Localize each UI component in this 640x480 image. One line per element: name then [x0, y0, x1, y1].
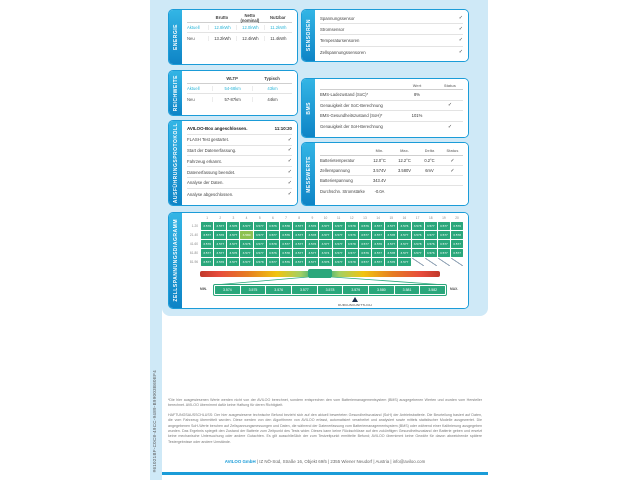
section-tab-messwerte — [302, 143, 315, 205]
cell-voltage: 3.576 — [385, 258, 397, 266]
stat-value: 12.4kWh — [236, 36, 264, 41]
section-label: SENSOREN — [305, 19, 312, 52]
scale-value: 3.577 — [292, 286, 317, 294]
stat-value: 11.4kWh — [264, 36, 292, 41]
cell-voltage-grid — [187, 222, 463, 266]
cell-voltage: 3.576 — [240, 240, 252, 248]
cell-voltage: 3.577 — [333, 258, 345, 266]
cell-voltage: 3.577 — [319, 240, 331, 248]
sensor-item-text: Zellspannungssensoren — [320, 49, 366, 55]
section-messwerte — [301, 142, 469, 206]
protocol-item — [187, 146, 292, 157]
cell-grid-column-numbers — [187, 216, 463, 221]
cell-voltage: 3.577 — [227, 231, 239, 239]
cell-voltage: 3.576 — [346, 231, 358, 239]
protocol-item-text: Datenerfassung beendet. — [187, 169, 236, 175]
energie-table — [187, 13, 292, 43]
grid-row-label: 21-40 — [189, 233, 198, 237]
bms-value: 8% — [413, 92, 421, 98]
check-icon: ✓ — [458, 26, 463, 33]
grid-row — [187, 231, 463, 239]
cell-voltage: 3.577 — [372, 249, 384, 257]
bms-col-wert: Wert — [412, 83, 422, 88]
cell-voltage: 3.577 — [201, 231, 213, 239]
section-tab-protokoll — [169, 121, 182, 205]
messwerte-col-header: Max. — [400, 148, 409, 153]
messwerte-min: 12.0°C — [373, 158, 386, 163]
messwerte-row-label: Zellenspannung — [320, 168, 350, 173]
cell-voltage: 3.577 — [438, 222, 450, 230]
cell-voltage: 3.577 — [280, 240, 292, 248]
grid-row — [187, 240, 463, 248]
section-protokoll — [168, 120, 298, 206]
protocol-item-text: FLASH Test gestartet. — [187, 137, 229, 143]
grid-col-number: 14 — [376, 216, 380, 220]
messwerte-min: -0.0A — [374, 188, 385, 194]
cell-voltage: 3.576 — [425, 240, 437, 248]
sensor-item-text: Temperatursensoren — [320, 37, 360, 43]
section-label: MESSWERTE — [305, 155, 312, 193]
report-body — [162, 0, 488, 316]
protocol-item-text: Start der Datenerfassung. — [187, 147, 237, 153]
stat-col-header: Netto (nominal) — [240, 12, 260, 23]
cell-voltage: 3.577 — [425, 231, 437, 239]
cell-voltage: 3.577 — [201, 258, 213, 266]
average-marker-icon — [352, 297, 358, 302]
grid-col-number: 17 — [415, 216, 420, 220]
stat-value: 12.8kWh — [208, 25, 236, 30]
protocol-item-text: Fahrzeug erkannt. — [187, 158, 222, 164]
grid-row — [187, 222, 463, 230]
section-tab-reichweite — [169, 71, 182, 115]
stat-row — [187, 33, 292, 43]
grid-col-number: 9 — [311, 216, 314, 220]
cell-voltage: 3.577 — [293, 249, 305, 257]
stat-row — [187, 23, 292, 33]
scale-value: 3.582 — [420, 286, 445, 294]
cell-voltage: 3.578 — [346, 240, 358, 248]
stat-col-header: WLTP — [226, 76, 238, 81]
cell-voltage: 3.577 — [372, 222, 384, 230]
cell-voltage: 3.577 — [240, 249, 252, 257]
grid-row-label: 81-96 — [189, 260, 198, 264]
cell-voltage: 3.576 — [227, 249, 239, 257]
scale-max-label: MAX. — [450, 287, 459, 291]
cell-voltage: 3.578 — [280, 222, 292, 230]
grid-col-number: 15 — [389, 216, 394, 220]
sensor-item — [320, 35, 463, 46]
cell-voltage: 3.577 — [412, 249, 424, 257]
grid-col-number: 12 — [350, 216, 354, 220]
cell-voltage: 3.577 — [201, 249, 213, 257]
cell-voltage: 3.577 — [227, 258, 239, 266]
report-code: #61021BF-C0C8-49CC-9489-B99003B60EF4 — [152, 369, 157, 472]
cell-voltage: 3.576 — [425, 249, 437, 257]
voltage-scale-legend — [200, 269, 468, 308]
bms-row-label: BMS-Ladezustand (SoC)* — [320, 92, 369, 98]
bms-row — [320, 111, 463, 122]
cell-voltage: 3.574 — [319, 249, 331, 257]
section-label: BMS — [305, 101, 312, 115]
cell-voltage: 3.578 — [267, 240, 279, 248]
stat-col-header: Brutto — [215, 15, 229, 20]
cell-voltage: 3.578 — [306, 231, 318, 239]
grid-col-number: 6 — [271, 216, 274, 220]
cell-voltage: 3.577 — [214, 222, 226, 230]
cell-voltage: 3.576 — [372, 240, 384, 248]
cell-voltage: 3.577 — [214, 240, 226, 248]
scale-min-label: MIN. — [200, 287, 207, 291]
grid-row-label: 61-80 — [189, 251, 198, 255]
cell-voltage: 3.577 — [333, 240, 345, 248]
cell-voltage: 3.577 — [398, 231, 410, 239]
cell-voltage: 3.577 — [425, 222, 437, 230]
cell-voltage: 3.577 — [214, 249, 226, 257]
check-icon: ✓ — [287, 179, 292, 186]
messwerte-header-row — [320, 146, 463, 156]
grid-corner — [187, 216, 200, 221]
cell-voltage: 3.576 — [319, 258, 331, 266]
cell-voltage: 3.578 — [254, 258, 266, 266]
grid-row — [187, 258, 463, 266]
company-address: | IZ NÖ-Süd, Straße 16, Objekt 69/5 | 2355 Wiener Neudorf | Austria | info@aviloo.com — [255, 459, 426, 464]
reichweite-table — [187, 74, 292, 104]
cell-voltage: 3.577 — [254, 222, 266, 230]
protocol-header-text: AVILOO-Box angeschlossen. — [187, 126, 248, 132]
check-icon: ✓ — [287, 158, 292, 165]
grid-col-number: 5 — [258, 216, 261, 220]
messwerte-row — [320, 166, 463, 176]
messwerte-col-header: Min. — [375, 148, 384, 153]
messwerte-row-label: Batteriespannung — [320, 178, 353, 183]
messwerte-row — [320, 186, 463, 196]
cell-voltage: 3.576 — [412, 231, 424, 239]
cell-voltage: 3.576 — [214, 231, 226, 239]
cell-empty — [451, 258, 463, 266]
messwerte-col-header: Status — [446, 148, 459, 153]
check-icon: ✓ — [287, 136, 292, 143]
scale-value: 3.580 — [369, 286, 394, 294]
cell-voltage: 3.577 — [398, 258, 410, 266]
scale-box — [213, 284, 447, 296]
grid-col-number: 2 — [219, 216, 222, 220]
messwerte-row-label: Batterietemperatur — [320, 158, 355, 163]
grid-col-number: 11 — [336, 216, 341, 220]
cell-voltage: 3.576 — [280, 258, 292, 266]
cell-voltage: 3.577 — [359, 231, 371, 239]
cell-voltage: 3.577 — [359, 240, 371, 248]
section-tab-energie — [169, 10, 182, 64]
cell-voltage: 3.578 — [385, 249, 397, 257]
cell-voltage: 3.577 — [372, 231, 384, 239]
bms-row-label: Genauigkeit der SoC-Berechnung — [320, 102, 383, 108]
sensor-item-text: Spannungssensor — [320, 15, 355, 21]
cell-voltage: 3.577 — [306, 258, 318, 266]
bms-table — [320, 82, 463, 132]
grid-col-number: 3 — [232, 216, 235, 220]
protocol-item-text: Analyse abgeschlossen. — [187, 191, 234, 197]
messwerte-min: 3.574V — [373, 168, 386, 173]
sensor-item — [320, 24, 463, 35]
section-zellspannungsdiagramm — [168, 212, 469, 309]
check-icon: ✓ — [458, 49, 463, 56]
cell-empty — [438, 258, 450, 266]
cell-voltage: 3.577 — [293, 258, 305, 266]
grid-col-number: 8 — [298, 216, 301, 220]
cell-empty — [425, 258, 437, 266]
stat-value: 57-87km — [212, 97, 252, 102]
cell-voltage: 3.577 — [451, 240, 463, 248]
cell-voltage: 3.577 — [451, 249, 463, 257]
grid-col-number: 4 — [245, 216, 248, 220]
bms-header-row — [320, 82, 463, 90]
cell-voltage: 3.577 — [359, 258, 371, 266]
bms-row-label: Genauigkeit der SoH-Berechnung — [320, 124, 383, 130]
protocol-header-time: 11:10:20 — [274, 126, 292, 132]
protocol-item-text: Analyse der Daten. — [187, 180, 224, 186]
stat-value: 43km — [252, 86, 292, 91]
cell-voltage: 3.576 — [359, 222, 371, 230]
scale-value: 3.579 — [343, 286, 368, 294]
bms-row — [320, 122, 463, 133]
footnotes — [168, 398, 482, 449]
cell-voltage: 3.578 — [346, 222, 358, 230]
grid-col-number: 7 — [285, 216, 287, 220]
grid-col-number: 10 — [323, 216, 328, 220]
messwerte-row — [320, 176, 463, 186]
scale-value: 3.575 — [241, 286, 266, 294]
footnote-liability: HAFTUNGSAUSSCHLUSS: Der hier ausgewiesene technische Befund bezieht sich auf den aktuell bewerteten Gesundheitszustand (SoH) der Antriebsbatterie. Die Beurteilung basiert auf Daten, die vom Fahrzeug übermittelt wurden. Diese werden von den Algorithmen von AVILOO erfasst, automatisiert verarbeitet und analysiert sowie mittels statistischer Modelle ausgewertet. Die angegebenen SoH-Werte beruhen auf Zellspannungsmessungen und Daten, die während der Datenerfassung vom Batteriemanagementsystem (BMS) oder während einer Kalibrierung ausgegeben wurden. Das Ergebnis spiegelt den Zustand der Batterie zum Zeitpunkt des Tests wider. Dieses kann keine Rückschlüsse auf den zukünftigen Gesundheitszustand der Batterie geben und ersetzt keine mechanische Untersuchung oder andere Gutachten. Es gilt ausschließlich der zum Testzeitpunkt ermittelte Befund; AVILOO übernimmt keine Gewähr für davon abweichende spätere Testergebnisse oder andere Umstände. — [168, 412, 482, 444]
cell-voltage: 3.576 — [227, 222, 239, 230]
cell-voltage: 3.577 — [319, 222, 331, 230]
cell-voltage: 3.576 — [306, 240, 318, 248]
stat-row-label: Neu — [187, 96, 195, 102]
section-sensoren — [301, 9, 469, 62]
report-code-strip — [150, 0, 162, 480]
protocol-item — [187, 135, 292, 146]
footnote-bms-disclaimer: *Die hier ausgewiesenen Werte werden nicht von der AVILOO berechnet, sondern entsprechen den vom Batteriemanagementsystem (BMS) ausgegebenen Werten und wurden vom Hersteller berechnet. AVILOO übernimmt dafür keine Haftung für deren Richtigkeit. — [168, 398, 482, 408]
cell-voltage: 3.577 — [398, 240, 410, 248]
messwerte-table — [320, 146, 463, 196]
cell-voltage: 3.576 — [201, 240, 213, 248]
cell-voltage: 3.577 — [254, 240, 266, 248]
section-bms — [301, 78, 469, 138]
cell-voltage: 3.576 — [280, 231, 292, 239]
grid-col-number: 16 — [402, 216, 407, 220]
cell-empty — [412, 258, 424, 266]
scale-value: 3.576 — [266, 286, 291, 294]
cell-voltage: 3.576 — [214, 258, 226, 266]
grid-row-label: 1-20 — [191, 224, 198, 228]
section-label: REICHWEITE — [172, 74, 179, 112]
stat-header-row — [187, 74, 292, 84]
cell-voltage: 3.576 — [398, 222, 410, 230]
messwerte-col-header: Delta — [424, 148, 435, 153]
stat-col-header: Nutzbar — [270, 15, 286, 20]
stat-row-label: Aktuell — [187, 86, 200, 91]
section-tab-sensoren — [302, 10, 315, 61]
check-icon: ✓ — [287, 169, 292, 176]
cell-voltage: 3.577 — [267, 258, 279, 266]
bms-row — [320, 101, 463, 112]
protocol-item — [187, 178, 292, 189]
cell-voltage: 3.578 — [412, 240, 424, 248]
cell-voltage: 3.577 — [293, 240, 305, 248]
cell-voltage: 3.578 — [451, 231, 463, 239]
grid-row-label: 41-60 — [189, 242, 198, 246]
section-label: ENERGIE — [172, 23, 179, 50]
cell-voltage: 3.577 — [319, 231, 331, 239]
messwerte-row — [320, 156, 463, 166]
cell-voltage: 3.577 — [372, 258, 384, 266]
cell-voltage: 3.577 — [293, 222, 305, 230]
check-icon: ✓ — [447, 102, 453, 109]
gradient-center-marker — [308, 269, 332, 278]
stat-value: 11.2kWh — [264, 25, 292, 30]
grid-col-number: 19 — [442, 216, 446, 220]
footer-brand-bar — [162, 472, 488, 475]
grid-col-number: 18 — [428, 216, 433, 220]
cell-voltage: 3.577 — [254, 231, 266, 239]
check-icon: ✓ — [450, 157, 455, 164]
cell-voltage: 3.576 — [306, 222, 318, 230]
cell-voltage: 3.578 — [346, 258, 358, 266]
cell-voltage: 3.577 — [333, 231, 345, 239]
cell-voltage: 3.576 — [267, 249, 279, 257]
stat-row-label: Neu — [187, 35, 195, 41]
check-icon: ✓ — [458, 37, 463, 44]
cell-voltage: 3.576 — [451, 222, 463, 230]
check-icon: ✓ — [287, 147, 292, 154]
protocol-header-row — [187, 124, 292, 135]
messwerte-max: 3.580V — [398, 168, 411, 173]
protocol-list — [187, 124, 292, 200]
messwerte-max: 12.2°C — [398, 158, 411, 163]
cell-voltage: 3.580 — [240, 231, 252, 239]
grid-col-number: 20 — [455, 216, 459, 220]
cell-voltage: 3.577 — [333, 249, 345, 257]
cell-voltage: 3.577 — [306, 249, 318, 257]
bms-row-label: BMS-Gesundheitszustand (SoH)* — [320, 113, 383, 119]
cell-voltage: 3.576 — [267, 222, 279, 230]
cell-voltage: 3.577 — [333, 222, 345, 230]
cell-voltage: 3.577 — [438, 231, 450, 239]
stat-value: 12.0kWh — [236, 25, 264, 30]
scale-value: 3.581 — [395, 286, 420, 294]
check-icon: ✓ — [287, 191, 292, 198]
company-name: AVILOO GmbH — [224, 459, 256, 464]
cell-voltage: 3.577 — [438, 240, 450, 248]
section-label: AUSFÜHRUNGSPROTOKOLL — [172, 122, 179, 204]
sensor-item — [320, 13, 463, 24]
footer-contact-line — [162, 459, 488, 464]
stat-row — [187, 94, 292, 104]
cell-voltage: 3.577 — [293, 231, 305, 239]
stat-row — [187, 84, 292, 94]
messwerte-delta: 6mV — [425, 168, 434, 173]
section-tab-bms — [302, 79, 315, 137]
protocol-item — [187, 189, 292, 200]
check-icon: ✓ — [447, 123, 453, 130]
messwerte-min: 343.4V — [373, 178, 386, 183]
grid-col-number: 1 — [206, 216, 208, 220]
bms-value: 101% — [411, 113, 423, 119]
stat-value: 54-68km — [212, 86, 252, 91]
check-icon: ✓ — [450, 167, 455, 174]
stat-value: 13.2kWh — [208, 36, 236, 41]
cell-voltage: 3.577 — [227, 240, 239, 248]
cell-voltage: 3.577 — [385, 240, 397, 248]
protocol-item — [187, 156, 292, 167]
cell-voltage: 3.577 — [385, 222, 397, 230]
cell-voltage: 3.577 — [240, 222, 252, 230]
cell-voltage: 3.578 — [280, 249, 292, 257]
section-reichweite — [168, 70, 298, 116]
scale-value: 3.574 — [215, 286, 240, 294]
cell-voltage: 3.576 — [359, 249, 371, 257]
bms-row — [320, 90, 463, 101]
sensor-item-text: Stromsensor — [320, 26, 345, 32]
protocol-item — [187, 167, 292, 178]
messwerte-delta: 0.2°C — [424, 158, 435, 163]
cell-voltage: 3.577 — [398, 249, 410, 257]
sensor-list — [320, 13, 463, 58]
section-label: ZELLSPANNUNGSDIAGRAMM — [172, 219, 179, 302]
cell-voltage: 3.577 — [346, 249, 358, 257]
check-icon: ✓ — [458, 15, 463, 22]
sensor-item — [320, 47, 463, 58]
section-energie — [168, 9, 298, 65]
cell-voltage: 3.577 — [438, 249, 450, 257]
cell-voltage: 3.576 — [201, 222, 213, 230]
stat-header-row — [187, 13, 292, 23]
cell-voltage: 3.578 — [412, 222, 424, 230]
cell-voltage: 3.577 — [240, 258, 252, 266]
section-tab-diagramm — [169, 213, 182, 308]
stat-row-label: Aktuell — [187, 25, 200, 30]
bms-col-status: Status — [444, 83, 456, 88]
grid-col-number: 13 — [363, 216, 367, 220]
cell-voltage: 3.577 — [254, 249, 266, 257]
grid-row — [187, 249, 463, 257]
stat-value: 44km — [252, 97, 292, 102]
average-label: DURCHSCHNITTLICH — [338, 303, 372, 307]
stat-col-header: Typisch — [264, 76, 280, 81]
cell-voltage: 3.578 — [385, 231, 397, 239]
messwerte-row-label: Durchschn. Stromstärke — [320, 188, 365, 194]
scale-value: 3.578 — [318, 286, 343, 294]
cell-voltage: 3.577 — [267, 231, 279, 239]
